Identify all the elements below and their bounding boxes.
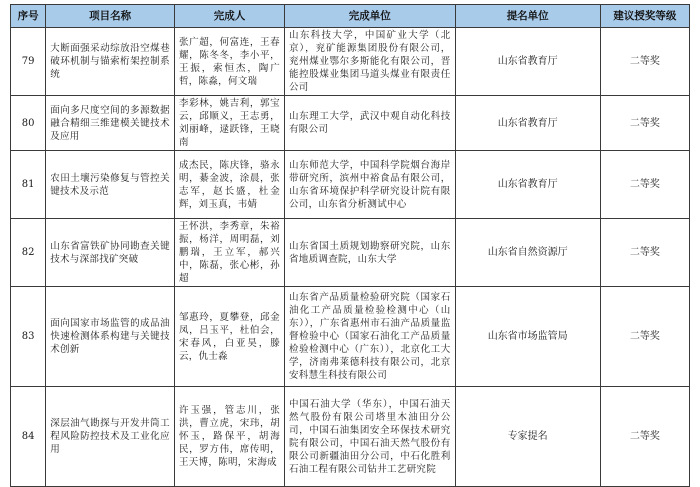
row-nominator: 山东省教育厅: [455, 96, 600, 151]
row-project-name: 大断面强采动综放沿空煤巷破环机制与锚索桁架控制系统: [46, 28, 175, 96]
row-units: 中国石油大学（华东），中国石油天然气股份有限公司塔里木油田分公司，中国石油集团安全环保技术研究院有限公司，中国石油天然气股份有限公司新疆油田分公司，中石化胜利石油工程有限公司钻井工艺研究院: [285, 387, 456, 487]
row-nominator: 专家提名: [455, 387, 600, 487]
table-row: [11, 151, 690, 219]
row-project-name: 面向国家市场监管的成品油快速检测体系构建与关键技术创新: [46, 287, 175, 387]
table-row: [11, 219, 690, 287]
row-no: 79: [11, 28, 46, 96]
header-no: 序号: [11, 5, 46, 28]
header-row: [11, 5, 690, 28]
awards-table: [10, 4, 690, 487]
row-grade: 二等奖: [600, 28, 689, 96]
row-project-name: 农田土壤污染修复与管控关键技术及示范: [46, 151, 175, 219]
row-nominator: 山东省市场监管局: [455, 287, 600, 387]
row-grade: 二等奖: [600, 151, 689, 219]
table-row: [11, 28, 690, 96]
row-people: 李彩林，姚吉利，郭宝云，邱顺义，王志勇，刘丽峰，逯跃锋，王晓南: [174, 96, 284, 151]
table-row: [11, 96, 690, 151]
row-no: 81: [11, 151, 46, 219]
row-people: 邹惠玲，夏攀登，邱金凤，吕玉平，杜伯会，宋春风，白亚昊，滕云，仇士淼: [174, 287, 284, 387]
row-units: 山东理工大学，武汉中观自动化科技有限公司: [285, 96, 456, 151]
header-people: 完成人: [174, 5, 284, 28]
header-units: 完成单位: [285, 5, 456, 28]
row-grade: 二等奖: [600, 287, 689, 387]
row-units: 山东省产品质量检验研究院（国家石油化工产品质量检验检测中心（山东）），广东省惠州市石油产品质量监督检验中心（国家石油化工产品质量检验检测中心（广东）），北京化工大学，济南弗莱德科技有限公司，北京安科慧生科技有限公司: [285, 287, 456, 387]
row-grade: 二等奖: [600, 96, 689, 151]
row-people: 王怀洪，李秀章，朱裕振，杨洋，周明磊，刘鹏瑞，王立军，郝兴中，陈磊，张心彬，孙超: [174, 219, 284, 287]
row-units: 山东师范大学，中国科学院烟台海岸带研究所，滨州中裕食品有限公司，山东省环境保护科学研究设计院有限公司，山东省分析测试中心: [285, 151, 456, 219]
row-grade: 二等奖: [600, 219, 689, 287]
row-people: 许玉强，管志川，张洪，曹立虎，宋玮，胡怀玉，路保平，胡海民，罗方伟，席传明，王天博，陈明，宋海成: [174, 387, 284, 487]
row-project-name: 山东省富铁矿协同勘查关键技术与深部找矿突破: [46, 219, 175, 287]
header-name: 项目名称: [46, 5, 175, 28]
row-people: 成杰民，陈庆锋，骆永明，綦金波，涂晨，张志军，赵长盛，杜金辉，刘玉真，韦婧: [174, 151, 284, 219]
row-no: 80: [11, 96, 46, 151]
row-units: 山东科技大学，中国矿业大学（北京），兖矿能源集团股份有限公司，兖州煤业鄂尔多斯能化有限公司，晋能控股煤业集团马道头煤业有限责任公司: [285, 28, 456, 96]
header-nominator: 提名单位: [455, 5, 600, 28]
table-row: [11, 287, 690, 387]
row-no: 82: [11, 219, 46, 287]
row-grade: 二等奖: [600, 387, 689, 487]
row-project-name: 面向多尺度空间的多源数据融合精细三维建模关键技术及应用: [46, 96, 175, 151]
row-no: 84: [11, 387, 46, 487]
row-nominator: 山东省自然资源厅: [455, 219, 600, 287]
row-people: 张广超，何富连，王春耀，陈冬冬，李小平，王振，索恒杰，陶广哲，陈淼，何文瑞: [174, 28, 284, 96]
header-grade: 建议授奖等级: [600, 5, 689, 28]
table-row: [11, 387, 690, 487]
row-project-name: 深层油气勘探与开发井筒工程风险防控技术及工业化应用: [46, 387, 175, 487]
row-no: 83: [11, 287, 46, 387]
row-units: 山东省国土质规划勘察研究院，山东省地质调查院，山东大学: [285, 219, 456, 287]
row-nominator: 山东省教育厅: [455, 28, 600, 96]
row-nominator: 山东省教育厅: [455, 151, 600, 219]
